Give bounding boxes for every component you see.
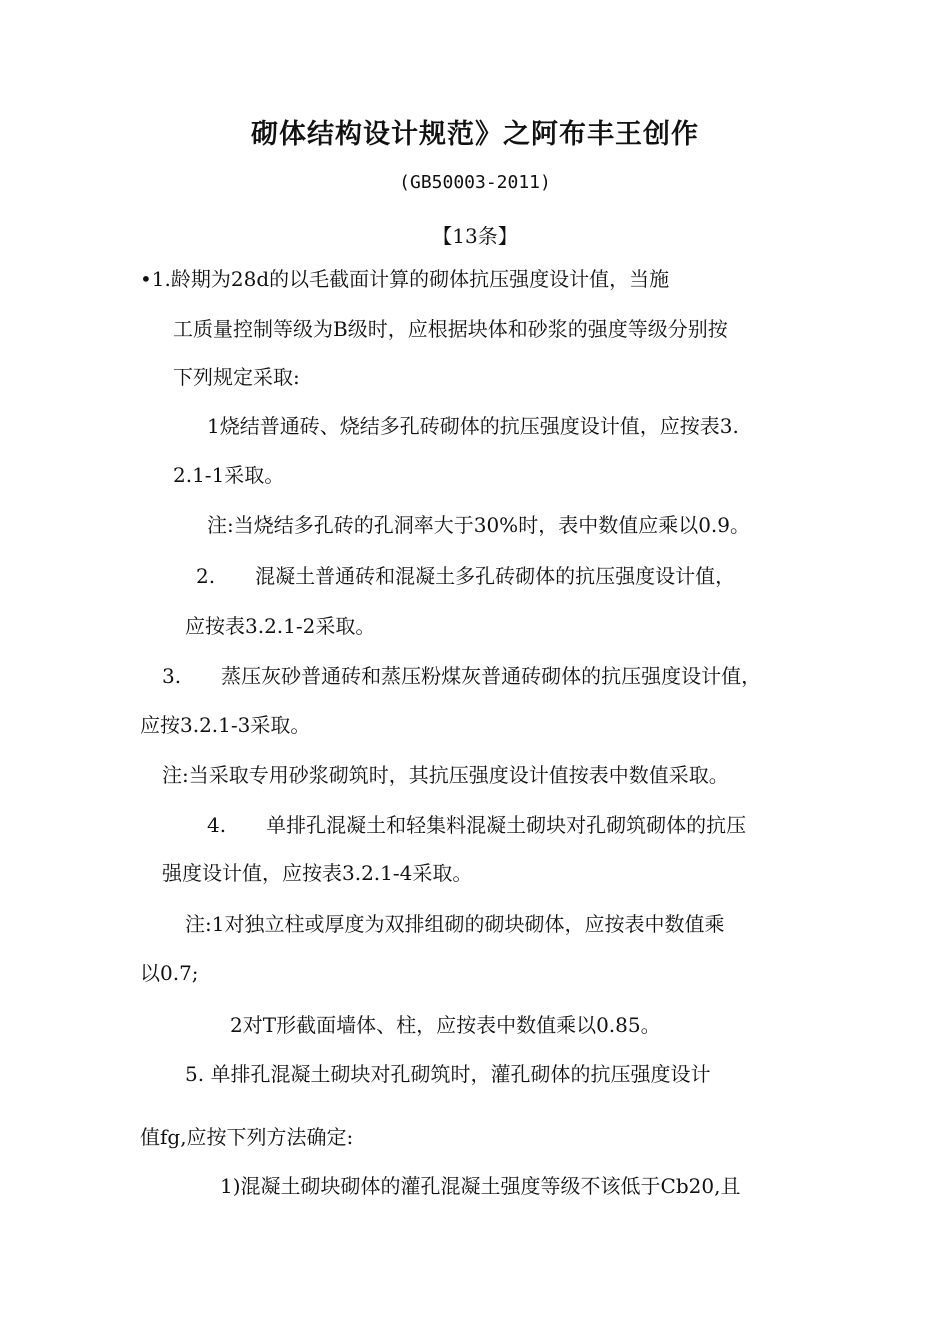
text-line: 应按表3.2.1-2采取。 [185,614,376,638]
text-line: 2对T形截面墙体、柱，应按表中数值乘以0.85。 [230,1013,661,1037]
text-line: 5. 单排孔混凝土砌块对孔砌筑时，灌孔砌体的抗压强度设计 [185,1062,711,1086]
text-line: 注:1对独立柱或厚度为双排组砌的砌块砌体，应按表中数值乘 [185,912,725,936]
article-count: 【13条】 [432,224,518,248]
text-line: 以0.7; [140,961,199,985]
page-title: 砌体结构设计规范》之阿布丰王创作 [251,119,699,150]
text-line: 强度设计值，应按表3.2.1-4采取。 [162,861,473,885]
text-line: 应按3.2.1-3采取。 [140,713,311,737]
text-line: 工质量控制等级为B级时，应根据块体和砂浆的强度等级分别按 [173,317,728,341]
text-line: 1)混凝土砌块砌体的灌孔混凝土强度等级不该低于Cb20,且 [220,1174,741,1198]
text-line: 2.1-1采取。 [173,463,285,487]
text-line: 注:当烧结多孔砖的孔洞率大于30%时，表中数值应乘以0.9。 [207,513,750,537]
text-line: 2. 混凝土普通砖和混凝土多孔砖砌体的抗压强度设计值， [196,564,736,588]
text-line: 值fg,应按下列方法确定: [140,1125,354,1149]
text-line: •1.龄期为28d的以毛截面计算的砌体抗压强度设计值，当施 [140,267,670,291]
text-line: 1烧结普通砖、烧结多孔砖砌体的抗压强度设计值，应按表3. [207,414,739,438]
text-line: 3. 蒸压灰砂普通砖和蒸压粉煤灰普通砖砌体的抗压强度设计值， [162,664,762,688]
standard-code: (GB50003-2011) [399,172,551,193]
text-line: 注:当采取专用砂浆砌筑时，其抗压强度设计值按表中数值采取。 [162,763,729,787]
text-line: 4. 单排孔混凝土和轻集料混凝土砌块对孔砌筑砌体的抗压 [207,813,747,837]
text-line: 下列规定采取: [173,365,300,389]
